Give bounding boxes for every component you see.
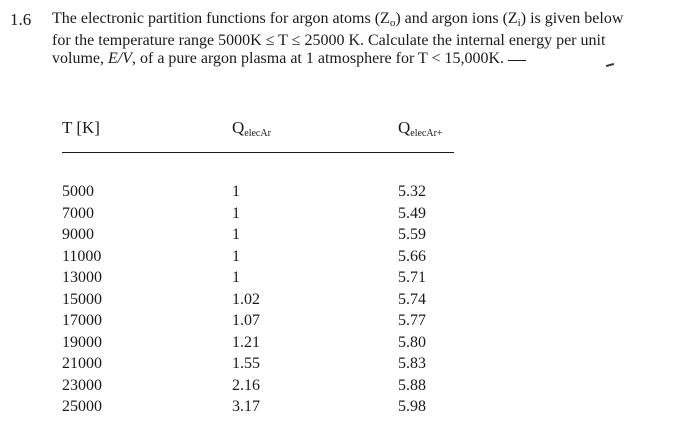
cell-q-elec-ar: 3.17 bbox=[232, 398, 260, 415]
underline-mark bbox=[508, 60, 526, 61]
table-header bbox=[62, 118, 454, 153]
table-row bbox=[62, 377, 454, 399]
cell-temperature: 5000 bbox=[62, 183, 94, 200]
cell-q-elec-ar-ion: 5.88 bbox=[398, 376, 426, 394]
table-row bbox=[62, 226, 454, 248]
text-fragment: ) and argon ions (Z bbox=[395, 10, 518, 27]
problem-line-2: for the temperature range 5000K ≤ T ≤ 25000 K. Calculate the internal energy per unit bbox=[52, 32, 606, 49]
table-body bbox=[62, 183, 454, 420]
subscript-o: o bbox=[389, 17, 396, 29]
text-fragment: volume, bbox=[52, 50, 108, 67]
cell-q-elec-ar-ion: 5.59 bbox=[398, 226, 426, 243]
cell-temperature: 15000 bbox=[62, 290, 102, 308]
problem-line-1 bbox=[52, 10, 682, 32]
table-row bbox=[62, 355, 454, 377]
cell-q-elec-ar: 1.21 bbox=[232, 333, 260, 351]
cell-q-elec-ar-ion: 5.49 bbox=[398, 204, 426, 222]
header-symbol: Q bbox=[398, 118, 411, 137]
cell-q-elec-ar: 1 bbox=[232, 183, 240, 200]
cell-temperature: 25000 bbox=[62, 398, 102, 415]
problem-number: 1.6 bbox=[10, 10, 32, 29]
text-fragment: ) is given below bbox=[520, 10, 624, 27]
cell-q-elec-ar: 1 bbox=[232, 226, 240, 243]
text-fragment: The electronic partition functions for argon atoms (Z bbox=[52, 10, 390, 27]
table-row bbox=[62, 334, 454, 356]
table-row bbox=[62, 248, 454, 270]
header-subscript: elecAr+ bbox=[410, 128, 443, 139]
text-fragment: , of a pure argon plasma at 1 atmosphere for T < 15,000K. bbox=[132, 50, 505, 67]
cell-temperature: 19000 bbox=[62, 333, 102, 351]
problem-line-3 bbox=[52, 50, 682, 68]
table-row bbox=[62, 183, 454, 205]
cell-temperature: 9000 bbox=[62, 226, 94, 243]
cell-q-elec-ar-ion: 5.32 bbox=[398, 183, 426, 200]
cell-q-elec-ar-ion: 5.80 bbox=[398, 333, 426, 351]
cell-temperature: 13000 bbox=[62, 269, 102, 286]
problem-statement bbox=[52, 10, 682, 68]
cell-q-elec-ar: 1 bbox=[232, 269, 240, 286]
cell-q-elec-ar-ion: 5.74 bbox=[398, 290, 426, 308]
cell-temperature: 17000 bbox=[62, 312, 102, 329]
cell-temperature: 23000 bbox=[62, 376, 102, 394]
cell-q-elec-ar-ion: 5.77 bbox=[398, 312, 426, 329]
cell-q-elec-ar: 1.02 bbox=[232, 290, 260, 308]
subscript-i: i bbox=[517, 17, 521, 29]
cell-q-elec-ar-ion: 5.71 bbox=[398, 269, 426, 286]
partition-function-table bbox=[62, 118, 454, 420]
header-subscript: elecAr bbox=[244, 128, 271, 139]
cell-q-elec-ar: 1.07 bbox=[232, 312, 260, 329]
header-q-elec-ar bbox=[232, 118, 271, 139]
table-row bbox=[62, 269, 454, 291]
cell-q-elec-ar-ion: 5.98 bbox=[398, 398, 426, 415]
cell-temperature: 21000 bbox=[62, 355, 102, 372]
header-temperature: T [K] bbox=[62, 118, 100, 137]
header-symbol: Q bbox=[232, 118, 245, 137]
table-row bbox=[62, 291, 454, 313]
cell-q-elec-ar: 1 bbox=[232, 247, 240, 265]
table-row bbox=[62, 398, 454, 420]
cell-q-elec-ar-ion: 5.83 bbox=[398, 355, 426, 372]
table-row bbox=[62, 312, 454, 334]
cell-q-elec-ar-ion: 5.66 bbox=[398, 247, 426, 265]
cell-q-elec-ar: 1 bbox=[232, 204, 240, 222]
header-q-elec-ar-ion bbox=[398, 118, 443, 139]
cell-temperature: 11000 bbox=[62, 247, 102, 265]
table-row bbox=[62, 205, 454, 227]
cell-q-elec-ar: 2.16 bbox=[232, 376, 260, 394]
cell-q-elec-ar: 1.55 bbox=[232, 355, 260, 372]
energy-per-volume-symbol: E/V bbox=[108, 50, 132, 67]
cell-temperature: 7000 bbox=[62, 204, 94, 222]
